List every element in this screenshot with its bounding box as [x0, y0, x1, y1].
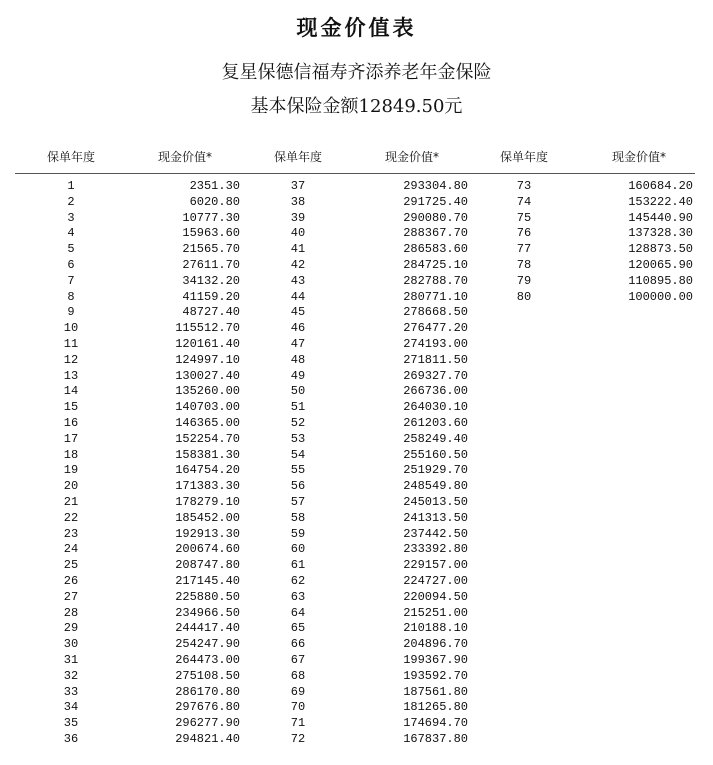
header-divider: [15, 173, 695, 174]
cash-value: 146365.00: [175, 415, 240, 430]
policy-year: 18: [63, 447, 79, 462]
cash-value: 234966.50: [175, 605, 240, 620]
table-row: [51, 242, 240, 258]
cash-value: 276477.20: [403, 321, 468, 336]
table-row: [278, 211, 468, 227]
cash-value: 200674.60: [175, 542, 240, 557]
table-row: [51, 353, 240, 369]
policy-year: 39: [290, 210, 306, 225]
policy-year: 42: [290, 257, 306, 272]
policy-year: 49: [290, 368, 306, 383]
cash-value: 291725.40: [403, 194, 468, 209]
table-column-group-1: [51, 179, 240, 748]
table-row: [278, 369, 468, 385]
table-row: [51, 606, 240, 622]
cash-value: 2351.30: [189, 179, 240, 193]
policy-year: 13: [63, 368, 79, 383]
cash-value: 160684.20: [628, 179, 693, 193]
policy-year: 57: [290, 494, 306, 509]
policy-year: 15: [63, 400, 79, 415]
table-row: [51, 669, 240, 685]
policy-year: 73: [516, 179, 532, 193]
policy-year: 12: [63, 352, 79, 367]
policy-year: 14: [63, 384, 79, 399]
table-row: [278, 511, 468, 527]
table-row: [278, 432, 468, 448]
policy-year: 27: [63, 589, 79, 604]
cash-value: 120161.40: [175, 336, 240, 351]
policy-year: 5: [67, 242, 75, 257]
cash-value: 208747.80: [175, 558, 240, 573]
table-row: [278, 527, 468, 543]
table-row: [278, 337, 468, 353]
policy-year: 4: [67, 226, 75, 241]
policy-year: 43: [290, 273, 306, 288]
table-row: [51, 685, 240, 701]
table-row: [51, 195, 240, 211]
table-row: [51, 400, 240, 416]
policy-year: 54: [290, 447, 306, 462]
policy-year: 77: [516, 242, 532, 257]
policy-year: 76: [516, 226, 532, 241]
policy-year: 56: [290, 479, 306, 494]
policy-year: 31: [63, 652, 79, 667]
cash-value: 224727.00: [403, 573, 468, 588]
policy-year: 11: [63, 336, 79, 351]
policy-year: 24: [63, 542, 79, 557]
table-row: [278, 558, 468, 574]
policy-year: 46: [290, 321, 306, 336]
cash-value: 271811.50: [403, 352, 468, 367]
table-row: [51, 305, 240, 321]
table-row: [51, 179, 240, 195]
cash-value: 229157.00: [403, 558, 468, 573]
table-row: [278, 606, 468, 622]
header-year-1: 保单年度: [47, 150, 96, 164]
cash-value: 137328.30: [628, 226, 693, 241]
policy-year: 79: [516, 273, 532, 288]
page-title: 现金价值表: [296, 16, 417, 40]
table-row: [504, 179, 693, 195]
cash-value: 293304.80: [403, 179, 468, 193]
policy-year: 45: [290, 305, 306, 320]
table-row: [51, 716, 240, 732]
cash-value: 140703.00: [175, 400, 240, 415]
table-row: [504, 274, 693, 290]
policy-year: 2: [67, 194, 75, 209]
table-row: [278, 195, 468, 211]
header-value-3: 现金价值*: [612, 150, 667, 164]
table-row: [278, 542, 468, 558]
policy-year: 62: [290, 573, 306, 588]
cash-value: 286170.80: [175, 684, 240, 699]
cash-value: 245013.50: [403, 494, 468, 509]
policy-year: 22: [63, 510, 79, 525]
policy-year: 17: [63, 431, 79, 446]
cash-value: 10777.30: [182, 210, 240, 225]
table-row: [278, 400, 468, 416]
cash-value: 274193.00: [403, 336, 468, 351]
cash-value: 266736.00: [403, 384, 468, 399]
policy-year: 48: [290, 352, 306, 367]
table-row: [504, 226, 693, 242]
cash-value: 110895.80: [628, 273, 693, 288]
policy-year: 33: [63, 684, 79, 699]
cash-value: 135260.00: [175, 384, 240, 399]
cash-value: 15963.60: [182, 226, 240, 241]
table-column-group-2: [278, 179, 468, 748]
table-row: [278, 685, 468, 701]
cash-value: 241313.50: [403, 510, 468, 525]
table-row: [51, 574, 240, 590]
table-row: [51, 637, 240, 653]
policy-year: 40: [290, 226, 306, 241]
cash-value: 174694.70: [403, 716, 468, 731]
table-row: [278, 274, 468, 290]
cash-value: 258249.40: [403, 431, 468, 446]
policy-year: 67: [290, 652, 306, 667]
policy-year: 63: [290, 589, 306, 604]
policy-year: 29: [63, 621, 79, 636]
table-row: [51, 274, 240, 290]
table-row: [51, 653, 240, 669]
policy-year: 34: [63, 700, 79, 715]
table-row: [51, 384, 240, 400]
table-row: [51, 732, 240, 748]
table-row: [278, 384, 468, 400]
cash-value: 275108.50: [175, 668, 240, 683]
table-row: [278, 416, 468, 432]
policy-year: 75: [516, 210, 532, 225]
policy-year: 61: [290, 558, 306, 573]
cash-value: 124997.10: [175, 352, 240, 367]
cash-value: 220094.50: [403, 589, 468, 604]
table-row: [504, 258, 693, 274]
policy-year: 19: [63, 463, 79, 478]
policy-year: 26: [63, 573, 79, 588]
policy-year: 23: [63, 526, 79, 541]
table-row: [278, 716, 468, 732]
cash-value: 115512.70: [175, 321, 240, 336]
cash-value: 225880.50: [175, 589, 240, 604]
cash-value: 296277.90: [175, 716, 240, 731]
header-value-1: 现金价值*: [158, 150, 213, 164]
table-row: [278, 574, 468, 590]
cash-value: 297676.80: [175, 700, 240, 715]
policy-year: 6: [67, 257, 75, 272]
table-row: [278, 242, 468, 258]
policy-year: 38: [290, 194, 306, 209]
table-row: [51, 321, 240, 337]
table-row: [278, 495, 468, 511]
policy-year: 68: [290, 668, 306, 683]
header-value-2: 现金价值*: [385, 150, 440, 164]
policy-year: 69: [290, 684, 306, 699]
policy-year: 59: [290, 526, 306, 541]
table-column-group-3: [504, 179, 693, 305]
cash-value: 34132.20: [182, 273, 240, 288]
policy-year: 66: [290, 637, 306, 652]
cash-value: 284725.10: [403, 257, 468, 272]
product-name: 复星保德信福寿齐添养老年金保险: [221, 62, 492, 83]
table-row: [278, 637, 468, 653]
policy-year: 64: [290, 605, 306, 620]
policy-year: 1: [67, 179, 75, 193]
table-row: [278, 700, 468, 716]
table-row: [504, 195, 693, 211]
cash-value: 185452.00: [175, 510, 240, 525]
policy-year: 16: [63, 415, 79, 430]
table-row: [278, 226, 468, 242]
table-row: [51, 416, 240, 432]
cash-value: 120065.90: [628, 257, 693, 272]
cash-value: 278668.50: [403, 305, 468, 320]
table-row: [51, 258, 240, 274]
policy-year: 25: [63, 558, 79, 573]
cash-value: 130027.40: [175, 368, 240, 383]
table-row: [51, 479, 240, 495]
cash-value: 248549.80: [403, 479, 468, 494]
table-row: [51, 621, 240, 637]
cash-value: 192913.30: [175, 526, 240, 541]
cash-value: 217145.40: [175, 573, 240, 588]
policy-year: 52: [290, 415, 306, 430]
policy-year: 72: [290, 731, 306, 746]
policy-year: 70: [290, 700, 306, 715]
table-row: [51, 432, 240, 448]
cash-value: 152254.70: [175, 431, 240, 446]
cash-value: 193592.70: [403, 668, 468, 683]
table-row: [278, 321, 468, 337]
cash-value: 178279.10: [175, 494, 240, 509]
cash-value: 145440.90: [628, 210, 693, 225]
policy-year: 44: [290, 289, 306, 304]
cash-value: 158381.30: [175, 447, 240, 462]
sum-insured: 基本保险金额12849.50元: [250, 96, 463, 117]
table-row: [278, 258, 468, 274]
cash-value: 237442.50: [403, 526, 468, 541]
cash-value: 6020.80: [189, 194, 240, 209]
cash-value: 280771.10: [403, 289, 468, 304]
cash-value: 290080.70: [403, 210, 468, 225]
policy-year: 55: [290, 463, 306, 478]
table-row: [278, 290, 468, 306]
policy-year: 47: [290, 336, 306, 351]
cash-value: 100000.00: [628, 289, 693, 304]
header-year-3: 保单年度: [500, 150, 549, 164]
cash-value: 261203.60: [403, 415, 468, 430]
cash-value: 254247.90: [175, 637, 240, 652]
cash-value: 269327.70: [403, 368, 468, 383]
policy-year: 53: [290, 431, 306, 446]
table-row: [51, 211, 240, 227]
policy-year: 10: [63, 321, 79, 336]
table-row: [51, 511, 240, 527]
cash-value: 264473.00: [175, 652, 240, 667]
policy-year: 35: [63, 716, 79, 731]
cash-value: 286583.60: [403, 242, 468, 257]
table-row: [51, 337, 240, 353]
table-row: [51, 527, 240, 543]
table-row: [51, 495, 240, 511]
cash-value: 21565.70: [182, 242, 240, 257]
cash-value: 288367.70: [403, 226, 468, 241]
table-row: [278, 653, 468, 669]
policy-year: 20: [63, 479, 79, 494]
cash-value: 181265.80: [403, 700, 468, 715]
table-row: [51, 542, 240, 558]
policy-year: 74: [516, 194, 532, 209]
cash-value: 128873.50: [628, 242, 693, 257]
cash-value: 167837.80: [403, 731, 468, 746]
policy-year: 32: [63, 668, 79, 683]
policy-year: 7: [67, 273, 75, 288]
table-row: [278, 179, 468, 195]
policy-year: 9: [67, 305, 75, 320]
policy-year: 60: [290, 542, 306, 557]
cash-value: 294821.40: [175, 731, 240, 746]
cash-value: 210188.10: [403, 621, 468, 636]
policy-year: 80: [516, 289, 532, 304]
policy-year: 30: [63, 637, 79, 652]
cash-value: 204896.70: [403, 637, 468, 652]
policy-year: 71: [290, 716, 306, 731]
policy-year: 51: [290, 400, 306, 415]
cash-value: 255160.50: [403, 447, 468, 462]
table-row: [51, 369, 240, 385]
policy-year: 50: [290, 384, 306, 399]
table-row: [278, 463, 468, 479]
cash-value: 48727.40: [182, 305, 240, 320]
table-row: [278, 305, 468, 321]
table-row: [278, 621, 468, 637]
table-row: [278, 479, 468, 495]
cash-value: 199367.90: [403, 652, 468, 667]
table-row: [51, 700, 240, 716]
table-row: [278, 353, 468, 369]
cash-value: 27611.70: [182, 257, 240, 272]
cash-value: 153222.40: [628, 194, 693, 209]
table-row: [278, 590, 468, 606]
cash-value: 264030.10: [403, 400, 468, 415]
table-row: [278, 669, 468, 685]
table-row: [504, 290, 693, 306]
header-year-2: 保单年度: [274, 150, 323, 164]
policy-year: 37: [290, 179, 306, 193]
table-row: [504, 211, 693, 227]
cash-value: 251929.70: [403, 463, 468, 478]
table-row: [51, 448, 240, 464]
table-row: [504, 242, 693, 258]
table-row: [51, 463, 240, 479]
cash-value: 41159.20: [182, 289, 240, 304]
table-row: [51, 226, 240, 242]
cash-value: 282788.70: [403, 273, 468, 288]
table-row: [278, 448, 468, 464]
policy-year: 3: [67, 210, 75, 225]
cash-value: 187561.80: [403, 684, 468, 699]
cash-value: 171383.30: [175, 479, 240, 494]
policy-year: 58: [290, 510, 306, 525]
cash-value: 244417.40: [175, 621, 240, 636]
policy-year: 78: [516, 257, 532, 272]
policy-year: 8: [67, 289, 75, 304]
cash-value: 164754.20: [175, 463, 240, 478]
table-row: [278, 732, 468, 748]
policy-year: 28: [63, 605, 79, 620]
cash-value: 215251.00: [403, 605, 468, 620]
table-row: [51, 590, 240, 606]
policy-year: 36: [63, 731, 79, 746]
policy-year: 21: [63, 494, 79, 509]
table-row: [51, 290, 240, 306]
cash-value: 233392.80: [403, 542, 468, 557]
policy-year: 41: [290, 242, 306, 257]
table-row: [51, 558, 240, 574]
policy-year: 65: [290, 621, 306, 636]
